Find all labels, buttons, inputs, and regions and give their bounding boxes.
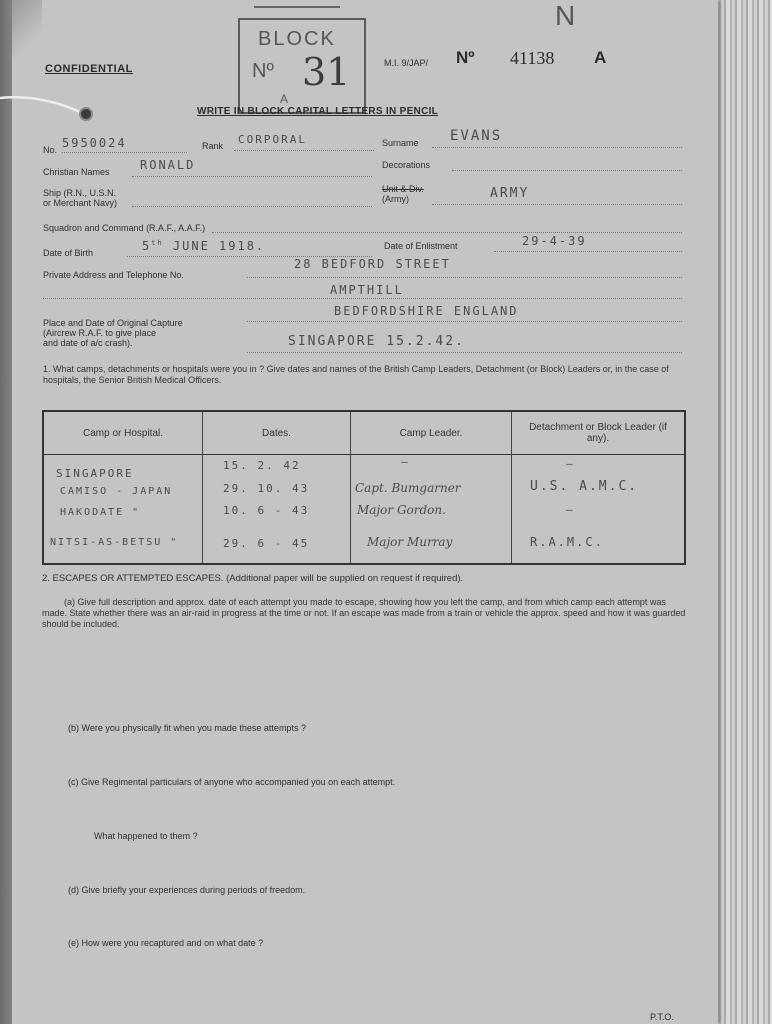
section2-question-a: (a) Give full description and approx. date of each attempt you made to escape, showing how you left the camp, and from which camp each attempt was made. State whether there was an air-raid in progress at the time or not. If an escape was made from a train or vehicle the approx. speed and how it was guarded should be included.: [42, 597, 686, 629]
address-dotline2: [43, 298, 682, 299]
confidential-label: CONFIDENTIAL: [45, 63, 133, 75]
ship-label: [43, 188, 117, 208]
enlistment-label: Date of Enlistment: [384, 241, 458, 251]
christian-names-line: [132, 176, 372, 177]
surname-value[interactable]: EVANS: [450, 128, 503, 144]
dob-rest: JUNE 1918.: [172, 239, 266, 253]
section2-question-c2: What happened to them ?: [94, 831, 198, 841]
table-row-4-camp[interactable]: NITSI-AS-BETSU ": [50, 537, 179, 548]
serial-prefix: Nº: [456, 48, 475, 67]
address-line2[interactable]: AMPTHILL: [330, 283, 404, 297]
table-row-1-leader[interactable]: —: [401, 455, 410, 468]
section2-question-d: (d) Give briefly your experiences during periods of freedom.: [68, 885, 306, 895]
squadron-label: Squadron and Command (R.A.F., A.A.F.): [43, 223, 206, 233]
table-row-3-date[interactable]: 10. 6 - 43: [223, 504, 310, 517]
rank-value[interactable]: CORPORAL: [238, 133, 307, 146]
table-row-2-detachment[interactable]: U.S. A.M.C.: [530, 479, 639, 494]
decorations-label: Decorations: [382, 160, 431, 170]
no-value[interactable]: 5950024: [62, 136, 127, 150]
table-row-3-camp[interactable]: HAKODATE ": [60, 507, 141, 518]
block-stamp: [238, 18, 366, 114]
detachment-column: [512, 455, 686, 565]
ship-label-line1: Ship (R.N., U.S.N.: [43, 188, 117, 198]
surname-label: Surname: [382, 138, 419, 148]
leader-column: [351, 455, 512, 565]
no-label: No.: [43, 145, 58, 155]
dob-suffix: th: [151, 239, 164, 247]
surname-line: [432, 147, 682, 148]
capture-value[interactable]: SINGAPORE 15.2.42.: [288, 334, 465, 349]
dob-value[interactable]: [142, 239, 265, 253]
ship-label-line2: or Merchant Navy): [43, 198, 118, 208]
christian-names-label: Christian Names: [43, 167, 110, 177]
capture-label-line2: (Aircrew R.A.F. to give place: [43, 328, 157, 338]
no-line: [62, 152, 187, 153]
block-stamp-no: Nº: [252, 60, 274, 82]
camps-table: [42, 410, 686, 565]
capture-label-line1: Place and Date of Original Capture: [43, 318, 183, 328]
capture-label-line3: and date of a/c crash).: [43, 338, 133, 348]
block-stamp-number: 31: [302, 50, 351, 94]
serial-number: 41138: [510, 48, 555, 68]
address-dotline1: [247, 277, 682, 278]
serial-suffix: A: [594, 48, 607, 67]
section2-title: 2. ESCAPES OR ATTEMPTED ESCAPES. (Additional paper will be supplied on request if required).: [42, 573, 464, 584]
section2-question-c: (c) Give Regimental particulars of anyone who accompanied you on each attempt.: [68, 777, 396, 787]
capture-line: [247, 352, 682, 353]
col-leader-header: Camp Leader.: [351, 411, 512, 455]
unit-line: [432, 204, 682, 205]
table-row-1-detachment[interactable]: —: [566, 457, 575, 470]
binding-string-icon: [0, 90, 110, 130]
enlistment-value[interactable]: 29-4-39: [522, 234, 587, 248]
dates-column: [203, 455, 351, 565]
squadron-line: [212, 232, 682, 233]
enlistment-line: [494, 251, 682, 252]
capture-label: [43, 318, 183, 348]
table-row-3-leader[interactable]: Major Gordon.: [357, 503, 446, 517]
rank-label: Rank: [202, 141, 224, 151]
form-page: [12, 0, 718, 1024]
page-stack-edge: [710, 0, 772, 1024]
instruction-heading: WRITE IN BLOCK CAPITAL LETTERS IN PENCIL: [197, 106, 439, 117]
address-line3[interactable]: BEDFORDSHIRE ENGLAND: [334, 304, 519, 318]
table-row-3-detachment[interactable]: —: [566, 503, 575, 516]
table-row-2-camp[interactable]: CAMISO - JAPAN: [60, 486, 173, 497]
section1-question: 1. What camps, detachments or hospitals were you in ? Give dates and names of the British Camp Leaders, Detachment (or Block) Leaders or, in the case of hospitals, the Senior British Medical Officers.: [43, 364, 669, 385]
address-label: Private Address and Telephone No.: [43, 270, 184, 280]
table-row-4-date[interactable]: 29. 6 - 45: [223, 537, 310, 550]
camps-table-body: [43, 455, 685, 565]
christian-names-value[interactable]: RONALD: [140, 158, 196, 172]
col-dates-header: Dates.: [203, 411, 351, 455]
address-dotline3: [247, 321, 682, 322]
block-stamp-title: BLOCK: [258, 28, 336, 50]
camps-table-header: [43, 411, 685, 455]
section2-question-e: (e) How were you recaptured and on what date ?: [68, 938, 264, 948]
stamp-top-line: [254, 6, 340, 8]
ref-code: M.I. 9/JAP/: [384, 58, 429, 68]
table-row-2-leader[interactable]: Capt. Bumgarner: [355, 481, 461, 495]
camp-column: [43, 455, 203, 565]
corner-mark: N: [555, 0, 576, 31]
ship-line: [132, 206, 372, 207]
unit-label-sub: (Army): [382, 194, 409, 204]
col-camp-header: Camp or Hospital.: [43, 411, 203, 455]
table-row-4-detachment[interactable]: R.A.M.C.: [530, 535, 604, 549]
unit-label: [382, 184, 424, 204]
decorations-line: [452, 170, 682, 171]
pto-label: P.T.O.: [650, 1012, 674, 1022]
dob-day: 5: [142, 239, 152, 253]
unit-value[interactable]: ARMY: [490, 186, 530, 201]
table-row-4-leader[interactable]: Major Murray: [367, 535, 453, 549]
table-row-2-date[interactable]: 29. 10. 43: [223, 482, 310, 495]
rank-line: [234, 150, 374, 151]
dob-label: Date of Birth: [43, 248, 94, 258]
col-detachment-header: Detachment or Block Leader (if any).: [512, 411, 686, 455]
table-row-1-camp[interactable]: SINGAPORE: [56, 467, 134, 480]
table-row-1-date[interactable]: 15. 2. 42: [223, 459, 301, 472]
section2-question-b: (b) Were you physically fit when you made these attempts ?: [68, 723, 306, 733]
unit-label-struck: Unit & Div.: [382, 184, 424, 194]
block-stamp-letter: A: [280, 92, 289, 106]
address-line1[interactable]: 28 BEDFORD STREET: [294, 257, 451, 271]
